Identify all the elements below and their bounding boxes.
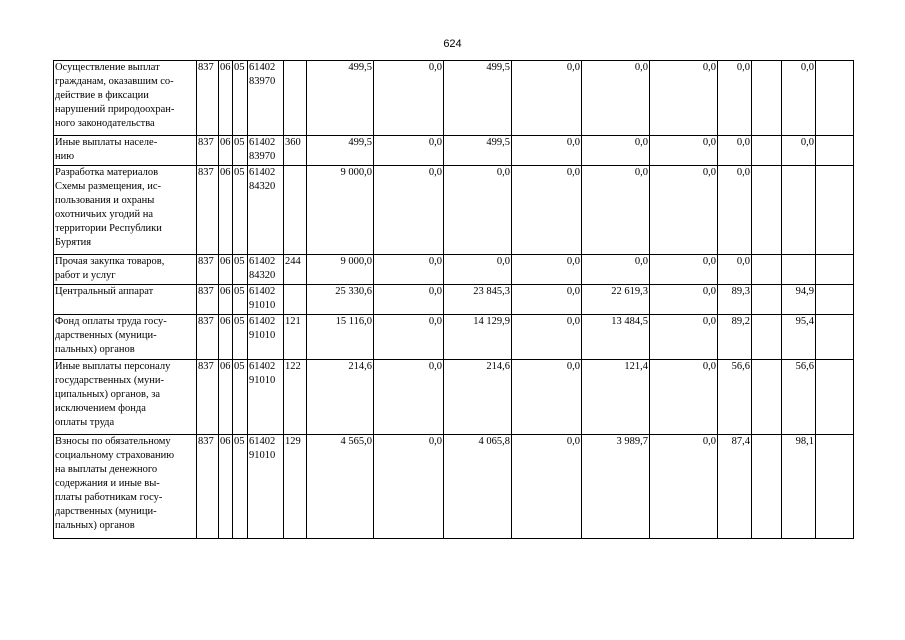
ved-code: 837 xyxy=(197,315,219,360)
target-article-code: 61402 91010 xyxy=(248,285,284,315)
value-col-6: 0,0 xyxy=(650,255,718,285)
value-col-4: 0,0 xyxy=(512,435,582,539)
value-col-1: 499,5 xyxy=(307,61,374,136)
value-col-4: 0,0 xyxy=(512,61,582,136)
value-col-7: 89,3 xyxy=(718,285,752,315)
value-col-1: 499,5 xyxy=(307,136,374,166)
value-col-2: 0,0 xyxy=(374,435,444,539)
target-article-code: 61402 83970 xyxy=(248,136,284,166)
value-col-7: 89,2 xyxy=(718,315,752,360)
empty-col xyxy=(752,315,782,360)
subsection-code: 05 xyxy=(233,315,248,360)
section-code: 06 xyxy=(219,136,233,166)
value-col-1: 9 000,0 xyxy=(307,255,374,285)
value-col-7: 0,0 xyxy=(718,255,752,285)
value-col-3: 499,5 xyxy=(444,61,512,136)
subsection-code: 05 xyxy=(233,360,248,435)
section-code: 06 xyxy=(219,360,233,435)
target-article-code: 61402 84320 xyxy=(248,166,284,255)
value-col-6: 0,0 xyxy=(650,435,718,539)
value-col-8 xyxy=(782,255,816,285)
row-name: Осуществление выплат гражданам, оказавшим со- действие в фиксации нарушений природоохран- ного законодательства xyxy=(54,61,197,136)
row-name: Фонд оплаты труда госу- дарственных (муници- пальных) органов xyxy=(54,315,197,360)
value-col-5: 13 484,5 xyxy=(582,315,650,360)
value-col-8: 98,1 xyxy=(782,435,816,539)
value-col-2: 0,0 xyxy=(374,285,444,315)
target-article-code: 61402 83970 xyxy=(248,61,284,136)
empty-col xyxy=(752,255,782,285)
expense-type-code: 129 xyxy=(284,435,307,539)
subsection-code: 05 xyxy=(233,435,248,539)
empty-col-end xyxy=(816,435,854,539)
value-col-5: 121,4 xyxy=(582,360,650,435)
value-col-6: 0,0 xyxy=(650,136,718,166)
value-col-3: 4 065,8 xyxy=(444,435,512,539)
empty-col-end xyxy=(816,255,854,285)
value-col-7: 87,4 xyxy=(718,435,752,539)
ved-code: 837 xyxy=(197,285,219,315)
table-row xyxy=(54,61,854,136)
section-code: 06 xyxy=(219,285,233,315)
empty-col xyxy=(752,435,782,539)
value-col-2: 0,0 xyxy=(374,315,444,360)
section-code: 06 xyxy=(219,166,233,255)
value-col-2: 0,0 xyxy=(374,360,444,435)
value-col-1: 25 330,6 xyxy=(307,285,374,315)
target-article-code: 61402 91010 xyxy=(248,315,284,360)
value-col-4: 0,0 xyxy=(512,315,582,360)
value-col-1: 4 565,0 xyxy=(307,435,374,539)
row-name: Прочая закупка товаров, работ и услуг xyxy=(54,255,197,285)
value-col-5: 3 989,7 xyxy=(582,435,650,539)
expense-type-code: 244 xyxy=(284,255,307,285)
value-col-5: 22 619,3 xyxy=(582,285,650,315)
value-col-3: 0,0 xyxy=(444,255,512,285)
value-col-2: 0,0 xyxy=(374,166,444,255)
empty-col xyxy=(752,360,782,435)
value-col-4: 0,0 xyxy=(512,285,582,315)
value-col-3: 499,5 xyxy=(444,136,512,166)
value-col-5: 0,0 xyxy=(582,61,650,136)
table-row xyxy=(54,285,854,315)
value-col-6: 0,0 xyxy=(650,61,718,136)
value-col-6: 0,0 xyxy=(650,166,718,255)
expense-type-code: 122 xyxy=(284,360,307,435)
section-code: 06 xyxy=(219,435,233,539)
value-col-8 xyxy=(782,166,816,255)
section-code: 06 xyxy=(219,315,233,360)
row-name: Центральный аппарат xyxy=(54,285,197,315)
value-col-6: 0,0 xyxy=(650,285,718,315)
empty-col xyxy=(752,166,782,255)
row-name: Взносы по обязательному социальному страхованию на выплаты денежного содержания и иные вы- платы работникам госу- дарственных (муници- пальных) органов xyxy=(54,435,197,539)
value-col-5: 0,0 xyxy=(582,166,650,255)
section-code: 06 xyxy=(219,61,233,136)
value-col-8: 95,4 xyxy=(782,315,816,360)
target-article-code: 61402 84320 xyxy=(248,255,284,285)
empty-col xyxy=(752,285,782,315)
subsection-code: 05 xyxy=(233,255,248,285)
table-row xyxy=(54,166,854,255)
value-col-6: 0,0 xyxy=(650,315,718,360)
page-number: 624 xyxy=(443,38,462,50)
value-col-7: 56,6 xyxy=(718,360,752,435)
subsection-code: 05 xyxy=(233,61,248,136)
row-name: Иные выплаты населе- нию xyxy=(54,136,197,166)
subsection-code: 05 xyxy=(233,285,248,315)
empty-col-end xyxy=(816,360,854,435)
ved-code: 837 xyxy=(197,255,219,285)
value-col-8: 56,6 xyxy=(782,360,816,435)
value-col-5: 0,0 xyxy=(582,136,650,166)
value-col-6: 0,0 xyxy=(650,360,718,435)
value-col-8: 0,0 xyxy=(782,136,816,166)
ved-code: 837 xyxy=(197,435,219,539)
value-col-3: 0,0 xyxy=(444,166,512,255)
expense-type-code xyxy=(284,285,307,315)
value-col-1: 15 116,0 xyxy=(307,315,374,360)
value-col-1: 9 000,0 xyxy=(307,166,374,255)
table-row xyxy=(54,315,854,360)
table-row xyxy=(54,360,854,435)
empty-col xyxy=(752,136,782,166)
target-article-code: 61402 91010 xyxy=(248,435,284,539)
value-col-4: 0,0 xyxy=(512,166,582,255)
value-col-3: 14 129,9 xyxy=(444,315,512,360)
value-col-3: 214,6 xyxy=(444,360,512,435)
subsection-code: 05 xyxy=(233,136,248,166)
empty-col xyxy=(752,61,782,136)
ved-code: 837 xyxy=(197,61,219,136)
value-col-2: 0,0 xyxy=(374,255,444,285)
empty-col-end xyxy=(816,166,854,255)
subsection-code: 05 xyxy=(233,166,248,255)
value-col-2: 0,0 xyxy=(374,61,444,136)
value-col-8: 0,0 xyxy=(782,61,816,136)
value-col-3: 23 845,3 xyxy=(444,285,512,315)
value-col-1: 214,6 xyxy=(307,360,374,435)
expense-type-code xyxy=(284,166,307,255)
ved-code: 837 xyxy=(197,136,219,166)
table-row xyxy=(54,136,854,166)
expense-type-code xyxy=(284,61,307,136)
value-col-4: 0,0 xyxy=(512,136,582,166)
section-code: 06 xyxy=(219,255,233,285)
ved-code: 837 xyxy=(197,166,219,255)
ved-code: 837 xyxy=(197,360,219,435)
empty-col-end xyxy=(816,285,854,315)
empty-col-end xyxy=(816,136,854,166)
row-name: Разработка материалов Схемы размещения, ис- пользования и охраны охотничьих угодий на территории Республики Бурятия xyxy=(54,166,197,255)
value-col-4: 0,0 xyxy=(512,360,582,435)
table-row xyxy=(54,255,854,285)
empty-col-end xyxy=(816,61,854,136)
budget-table xyxy=(53,60,854,539)
value-col-7: 0,0 xyxy=(718,136,752,166)
value-col-5: 0,0 xyxy=(582,255,650,285)
value-col-8: 94,9 xyxy=(782,285,816,315)
expense-type-code: 121 xyxy=(284,315,307,360)
table-row xyxy=(54,435,854,539)
target-article-code: 61402 91010 xyxy=(248,360,284,435)
value-col-2: 0,0 xyxy=(374,136,444,166)
value-col-7: 0,0 xyxy=(718,166,752,255)
empty-col-end xyxy=(816,315,854,360)
value-col-7: 0,0 xyxy=(718,61,752,136)
value-col-4: 0,0 xyxy=(512,255,582,285)
expense-type-code: 360 xyxy=(284,136,307,166)
row-name: Иные выплаты персоналу государственных (муни- ципальных) органов, за исключением фонда оплаты труда xyxy=(54,360,197,435)
